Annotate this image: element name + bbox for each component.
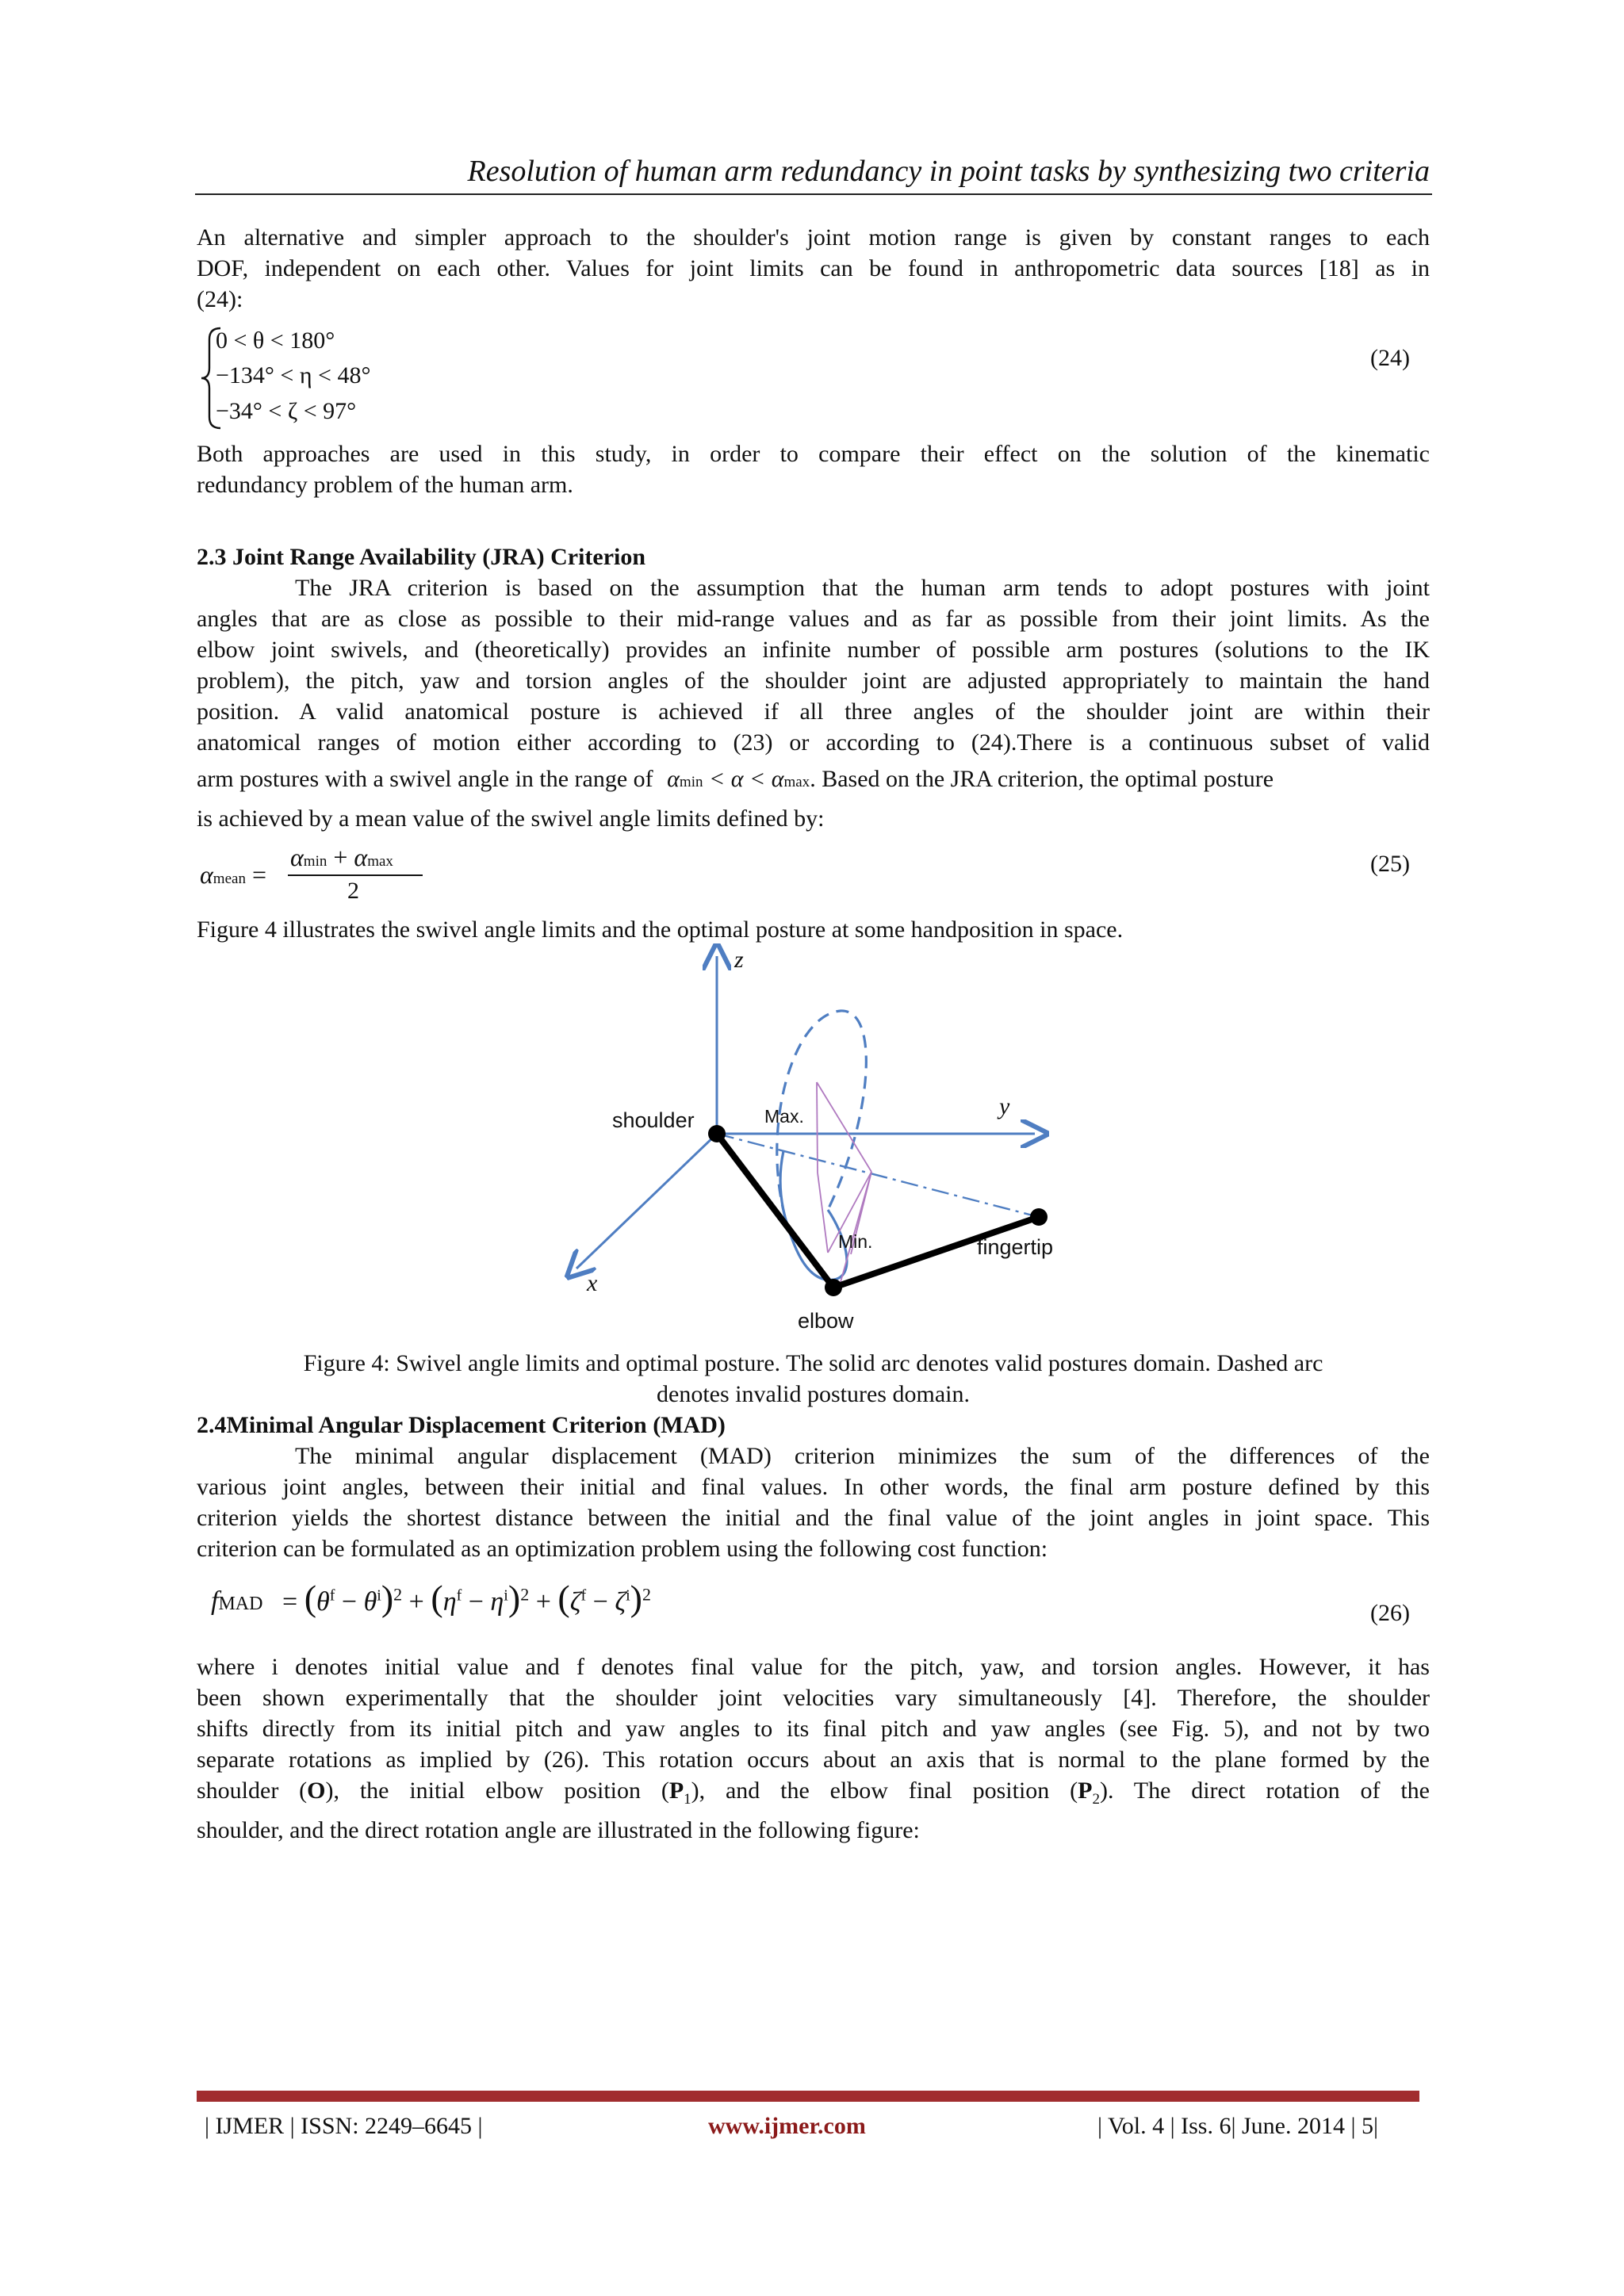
s23-line-7 (197, 763, 1430, 798)
footer-right: | Vol. 4 | Iss. 6| June. 2014 | 5| (1097, 2113, 1378, 2139)
footer-left: | IJMER | ISSN: 2249–6645 | (205, 2113, 483, 2139)
x-axis (576, 1134, 717, 1269)
fingertip-point (1030, 1208, 1048, 1226)
label-y: y (999, 1093, 1010, 1119)
eq24-row-2: −134° < η < 48° (216, 362, 371, 388)
figure-4 (539, 943, 1110, 1348)
s23-line-6: anatomical ranges of motion either according to (23) or according to (24).There is a continuous subset of valid (197, 729, 1430, 756)
section-2-4-body (197, 1441, 1430, 1564)
equation-25: αmean = αmin + αmax 2 (197, 843, 435, 914)
a26-line-1: where i denotes initial value and f denotes final value for the pitch, yaw, and torsion angles. However, it has (197, 1654, 1430, 1680)
intro-line-2: DOF, independent on each other. Values for joint limits can be found in anthropometric data sources [18] as in (197, 255, 1430, 281)
shoulder-fingertip-line (717, 1134, 1039, 1217)
s23-line-5: position. A valid anatomical posture is achieved if all three angles of the shoulder joint are within their (197, 698, 1430, 725)
s23-line-1: The JRA criterion is based on the assumption that the human arm tends to adopt postures with joint (295, 575, 1430, 601)
header-rule (195, 193, 1432, 195)
figure-intro-line: Figure 4 illustrates the swivel angle limits and the optimal posture at some handposition in space. (197, 916, 1124, 943)
both-line-2: redundancy problem of the human arm. (197, 472, 573, 498)
section-2-3-body (197, 572, 1430, 758)
a26-line-4: separate rotations as implied by (26). This rotation occurs about an axis that is normal to the plane formed by the (197, 1747, 1430, 1773)
figure-4-caption (197, 1348, 1430, 1410)
eq24-row-3: −34° < ζ < 97° (216, 398, 357, 424)
elbow-joint (825, 1279, 842, 1296)
s23-line-3: elbow joint swivels, and (theoretically) provides an infinite number of possible arm postures (solutions to the IK (197, 637, 1430, 663)
s23-line-2: angles that are as close as possible to their mid-range values and as far as possible from their joint limits. As the (197, 606, 1430, 632)
eq24-row-1: 0 < θ < 180° (216, 327, 335, 354)
label-fingertip: fingertip (977, 1235, 1054, 1259)
after-26-paragraph (197, 1651, 1430, 1846)
s23-line-7-after: . Based on the JRA criterion, the optimal posture (810, 766, 1274, 792)
intro-line-3: (24): (197, 286, 243, 312)
both-paragraph (197, 438, 1430, 500)
s23-line-7-before: arm postures with a swivel angle in the range of (197, 766, 653, 792)
label-max: Max. (764, 1106, 804, 1127)
caption-line-2: denotes invalid postures domain. (657, 1381, 970, 1407)
intro-paragraph (197, 222, 1430, 315)
section-heading-2-3: 2.3 Joint Range Availability (JRA) Criterion (197, 544, 646, 570)
footer-link[interactable]: www.ijmer.com (708, 2113, 866, 2139)
eq25-denominator: 2 (347, 878, 359, 904)
shoulder-joint (708, 1125, 726, 1142)
swivel-angle-diagram (539, 943, 1110, 1348)
footer-bar (197, 2091, 1419, 2102)
equation-26: fMAD = $(\theta^f - \theta^i)^2 + (\eta^f - \eta^i)^2 + (\zeta^f - \zeta^i)^2$ (211, 1578, 651, 1618)
label-x: x (587, 1270, 598, 1296)
alpha-range-math: αmin < α < αmax (667, 766, 810, 792)
a26-line-5: shoulder (O), the initial elbow position $(P_1)$, and the elbow final position $(P_2)$. The direct rotation of the (197, 1777, 1430, 1808)
both-line-1: Both approaches are used in this study, in order to compare their effect on the solution of the kinematic (197, 441, 1430, 467)
s24-line-4: criterion can be formulated as an optimization problem using the following cost function: (197, 1536, 1048, 1562)
eq24-number: (24) (1370, 345, 1410, 371)
label-shoulder: shoulder (612, 1108, 695, 1132)
caption-line-1: Figure 4: Swivel angle limits and optimal posture. The solid arc denotes valid postures domain. Dashed arc (303, 1350, 1323, 1376)
a26-line-2: been shown experimentally that the shoulder joint velocities vary simultaneously [4]. Therefore, the shoulder (197, 1685, 1430, 1711)
valid-arc-upper (780, 1151, 785, 1217)
s24-line-2: various joint angles, between their initial and final values. In other words, the final arm posture defined by this (197, 1474, 1430, 1500)
running-header: Resolution of human arm redundancy in point tasks by synthesizing two criteria (467, 155, 1430, 188)
s24-line-1: The minimal angular displacement (MAD) criterion minimizes the sum of the differences of the (295, 1443, 1430, 1469)
intro-line-1: An alternative and simpler approach to the shoulder's joint motion range is given by constant ranges to each (197, 224, 1430, 251)
equation-24 (197, 325, 514, 432)
upper-arm (717, 1134, 833, 1288)
section-heading-2-4: 2.4Minimal Angular Displacement Criterion (MAD) (197, 1412, 726, 1438)
eq25-number: (25) (1370, 851, 1410, 877)
label-elbow: elbow (798, 1309, 854, 1333)
a26-line-3: shifts directly from its initial pitch and yaw angles to its final pitch and yaw angles (see Fig. 5), and not by two (197, 1716, 1430, 1742)
s24-line-3: criterion yields the shortest distance between the initial and the final value of the joint angles in joint space. This (197, 1505, 1430, 1531)
eq26-number: (26) (1370, 1600, 1410, 1626)
a26-line-6: shoulder, and the direct rotation angle are illustrated in the following figure: (197, 1817, 920, 1843)
s23-last-line: is achieved by a mean value of the swivel angle limits defined by: (197, 806, 825, 832)
label-min: Min. (838, 1231, 873, 1252)
s23-line-4: problem), the pitch, yaw and torsion angles of the shoulder joint are adjusted appropriately to maintain the hand (197, 668, 1430, 694)
label-z: z (734, 947, 744, 973)
